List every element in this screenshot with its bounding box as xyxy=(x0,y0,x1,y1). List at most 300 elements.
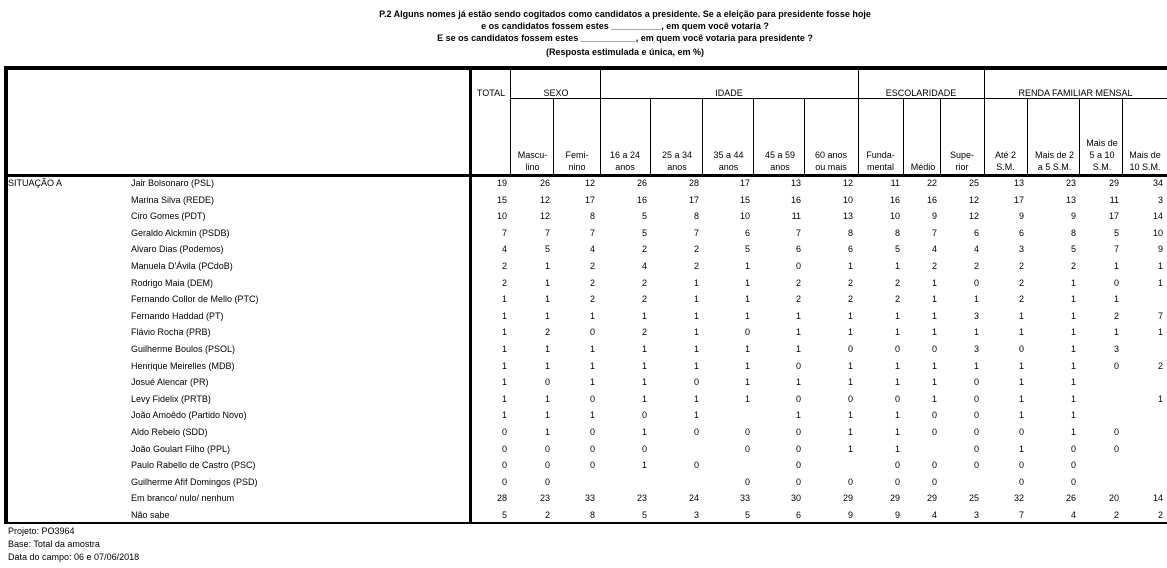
candidate-label: João Amoêdo (Partido Novo) xyxy=(131,410,247,420)
table-cell: 0 xyxy=(544,377,550,387)
candidate-label: Fernando Collor de Mello (PTC) xyxy=(131,294,259,304)
column-header xyxy=(858,149,903,173)
group-sexo: SEXO xyxy=(543,88,569,98)
table-cell: 0 xyxy=(973,444,979,454)
table-cell: 1 xyxy=(693,410,699,420)
group-idade: IDADE xyxy=(715,88,743,98)
table-cell: 1 xyxy=(544,361,550,371)
table-cell: 8 xyxy=(589,211,595,221)
question-title-line-3: E se os candidatos fossem estes ___________, em quem você votaria para presidente ? xyxy=(437,33,813,43)
table-cell: 1 xyxy=(501,294,507,304)
table-cell: 13 xyxy=(790,178,801,188)
table-cell: 0 xyxy=(744,477,750,487)
table-cell: 2 xyxy=(894,294,900,304)
table-cell: 2 xyxy=(641,244,647,254)
table-cell: 8 xyxy=(589,510,595,520)
table-cell: 9 xyxy=(1070,211,1076,221)
table-cell: 11 xyxy=(791,211,801,221)
table-cell: 0 xyxy=(973,394,979,404)
table-cell: 29 xyxy=(842,493,853,503)
table-cell: 1 xyxy=(1070,311,1076,321)
table-cell: 2 xyxy=(641,278,647,288)
column-header-line: 45 a 59 xyxy=(764,150,796,160)
table-cell: 1 xyxy=(931,311,937,321)
table-cell: 6 xyxy=(795,510,801,520)
table-cell: 1 xyxy=(641,361,647,371)
table-cell: 3 xyxy=(973,344,979,354)
column-header-line: Mais de xyxy=(1129,150,1161,160)
table-cell: 1 xyxy=(931,294,937,304)
table-cell: 28 xyxy=(688,178,699,188)
column-header xyxy=(556,149,598,173)
table-cell: 0 xyxy=(693,377,699,387)
table-cell: 1 xyxy=(501,344,507,354)
table-cell: 16 xyxy=(889,195,900,205)
table-cell: 1 xyxy=(795,410,801,420)
table-cell: 12 xyxy=(968,195,979,205)
table-cell: 3 xyxy=(693,510,699,520)
table-cell: 0 xyxy=(931,410,937,420)
group-divider xyxy=(510,70,511,176)
column-header-line: Mascu- xyxy=(517,150,548,160)
table-cell: 6 xyxy=(744,228,750,238)
column-header-line: Mais de 2 xyxy=(1034,150,1075,160)
candidate-label: Geraldo Alckmin (PSDB) xyxy=(131,228,230,238)
table-cell: 5 xyxy=(744,510,750,520)
table-cell: 5 xyxy=(544,244,550,254)
table-cell: 1 xyxy=(1070,377,1076,387)
table-cell: 7 xyxy=(589,228,595,238)
column-header-line: anos xyxy=(615,162,635,172)
table-cell: 32 xyxy=(1013,493,1024,503)
table-cell: 0 xyxy=(894,394,900,404)
table-cell: 1 xyxy=(589,361,595,371)
table-cell: 1 xyxy=(501,410,507,420)
column-header-line: Supe- xyxy=(949,150,975,160)
table-cell: 3 xyxy=(1018,244,1024,254)
table-cell: 2 xyxy=(931,261,937,271)
table-cell: 1 xyxy=(1070,427,1076,437)
table-cell: 0 xyxy=(894,477,900,487)
table-cell: 1 xyxy=(693,294,699,304)
table-cell: 1 xyxy=(641,427,647,437)
column-header xyxy=(984,149,1027,173)
table-cell: 2 xyxy=(1113,510,1119,520)
table-cell: 4 xyxy=(931,244,937,254)
table-cell: 1 xyxy=(744,377,750,387)
table-cell: 0 xyxy=(931,344,937,354)
column-header xyxy=(652,149,702,173)
table-cell: 0 xyxy=(795,394,801,404)
table-cell: 1 xyxy=(589,377,595,387)
table-cell: 1 xyxy=(1018,311,1024,321)
subcolumn-divider xyxy=(553,99,554,176)
table-cell: 0 xyxy=(973,427,979,437)
table-cell: 4 xyxy=(641,261,647,271)
footer-base: Base: Total da amostra xyxy=(8,539,100,549)
table-cell: 1 xyxy=(847,377,853,387)
table-cell: 2 xyxy=(1018,278,1024,288)
column-header-line: nino xyxy=(568,162,586,172)
table-cell: 16 xyxy=(790,195,801,205)
table-cell: 0 xyxy=(795,361,801,371)
table-cell: 5 xyxy=(744,244,750,254)
table-cell: 26 xyxy=(1065,493,1076,503)
table-cell: 0 xyxy=(1018,477,1024,487)
table-cell: 0 xyxy=(795,477,801,487)
table-cell: 0 xyxy=(693,427,699,437)
table-cell: 12 xyxy=(842,178,853,188)
group-total: TOTAL xyxy=(476,88,506,98)
table-cell: 1 xyxy=(1157,261,1163,271)
column-header xyxy=(756,149,804,173)
table-cell: 2 xyxy=(693,244,699,254)
table-cell: 6 xyxy=(973,228,979,238)
table-cell: 2 xyxy=(1018,261,1024,271)
table-cell: 2 xyxy=(1157,361,1163,371)
table-cell: 7 xyxy=(501,228,507,238)
table-cell: 2 xyxy=(973,261,979,271)
table-cell: 0 xyxy=(1113,427,1119,437)
table-cell: 0 xyxy=(1113,361,1119,371)
table-cell: 1 xyxy=(544,311,550,321)
subcolumn-divider xyxy=(702,99,703,176)
table-cell: 8 xyxy=(894,228,900,238)
table-cell: 8 xyxy=(693,211,699,221)
column-header xyxy=(806,149,856,173)
table-cell: 0 xyxy=(847,344,853,354)
table-cell: 10 xyxy=(496,211,507,221)
table-cell: 0 xyxy=(1018,460,1024,470)
table-cell: 1 xyxy=(1113,261,1119,271)
subcolumn-divider xyxy=(804,99,805,176)
column-header-line: 16 a 24 xyxy=(609,150,641,160)
candidate-label: Manuela D'Ávila (PCdoB) xyxy=(131,261,233,271)
table-cell: 1 xyxy=(894,427,900,437)
table-cell: 1 xyxy=(693,327,699,337)
table-cell: 1 xyxy=(544,261,550,271)
table-cell: 1 xyxy=(641,311,647,321)
table-cell: 4 xyxy=(501,244,507,254)
column-header xyxy=(1082,137,1122,173)
table-cell: 1 xyxy=(931,327,937,337)
candidate-label: Henrique Meirelles (MDB) xyxy=(131,361,235,371)
table-cell: 1 xyxy=(501,394,507,404)
table-cell: 29 xyxy=(1108,178,1119,188)
table-cell: 1 xyxy=(894,311,900,321)
subcolumn-divider xyxy=(1079,99,1080,176)
table-cell: 11 xyxy=(1109,195,1119,205)
table-cell: 1 xyxy=(894,410,900,420)
table-cell: 13 xyxy=(1065,195,1076,205)
question-title-line-1: P.2 Alguns nomes já estão sendo cogitados como candidatos a presidente. Se a eleição para presidente fosse hoje xyxy=(379,9,871,19)
table-cell: 1 xyxy=(795,377,801,387)
table-cell: 12 xyxy=(584,178,595,188)
group-underline xyxy=(510,98,1167,99)
table-cell: 0 xyxy=(1070,460,1076,470)
table-cell: 13 xyxy=(842,211,853,221)
footer-date: Data do campo: 06 e 07/06/2018 xyxy=(8,552,140,562)
column-header-line: anos xyxy=(718,162,739,172)
table-cell: 2 xyxy=(501,261,507,271)
table-cell: 14 xyxy=(1152,493,1163,503)
table-cell: 1 xyxy=(973,361,979,371)
table-cell: 0 xyxy=(744,327,750,337)
table-cell: 2 xyxy=(1157,510,1163,520)
table-cell: 0 xyxy=(1113,278,1119,288)
table-cell: 34 xyxy=(1152,178,1163,188)
candidate-label: Marina Silva (REDE) xyxy=(131,195,215,205)
candidate-label: Rodrigo Maia (DEM) xyxy=(131,278,214,288)
table-cell: 1 xyxy=(1113,294,1119,304)
table-cell: 8 xyxy=(1070,228,1076,238)
table-cell: 1 xyxy=(1157,327,1163,337)
table-cell: 1 xyxy=(544,410,550,420)
table-cell: 1 xyxy=(544,294,550,304)
table-cell: 15 xyxy=(496,195,507,205)
candidate-label: Aldo Rebelo (SDD) xyxy=(131,427,208,437)
table-cell: 0 xyxy=(589,444,595,454)
table-cell: 1 xyxy=(693,361,699,371)
table-cell: 12 xyxy=(539,211,550,221)
table-cell: 2 xyxy=(894,278,900,288)
subcolumn-divider xyxy=(650,99,651,176)
table-cell: 1 xyxy=(931,278,937,288)
table-cell: 0 xyxy=(589,427,595,437)
table-cell: 1 xyxy=(847,444,853,454)
table-cell: 0 xyxy=(795,261,801,271)
table-cell: 0 xyxy=(501,460,507,470)
table-cell: 1 xyxy=(1157,394,1163,404)
table-cell: 1 xyxy=(589,344,595,354)
table-cell: 23 xyxy=(636,493,647,503)
column-header-line: a 5 S.M. xyxy=(1037,162,1072,172)
column-header xyxy=(1030,149,1079,173)
table-cell: 4 xyxy=(1070,510,1076,520)
table-cell: 0 xyxy=(501,427,507,437)
table-cell: 10 xyxy=(1152,228,1163,238)
table-cell: 12 xyxy=(968,211,979,221)
table-cell: 23 xyxy=(1065,178,1076,188)
table-cell: 1 xyxy=(894,377,900,387)
column-header-line: 35 a 44 xyxy=(713,150,744,160)
table-cell: 17 xyxy=(1013,195,1024,205)
table-cell: 1 xyxy=(795,344,801,354)
table-cell: 26 xyxy=(636,178,647,188)
table-cell: 7 xyxy=(1113,244,1119,254)
table-cell: 12 xyxy=(539,195,550,205)
subcolumn-divider xyxy=(1027,99,1028,176)
table-cell: 0 xyxy=(544,477,550,487)
table-cell: 1 xyxy=(847,410,853,420)
table-cell: 1 xyxy=(744,294,750,304)
table-cell: 0 xyxy=(744,427,750,437)
candidate-label: Em branco/ nulo/ nenhum xyxy=(131,493,235,503)
table-cell: 1 xyxy=(1018,444,1024,454)
column-header-line: anos xyxy=(770,162,790,172)
table-cell: 7 xyxy=(693,228,699,238)
column-header xyxy=(906,161,940,173)
table-cell: 2 xyxy=(1070,261,1076,271)
table-cell: 0 xyxy=(1070,444,1076,454)
table-cell: 0 xyxy=(544,460,550,470)
table-cell: 1 xyxy=(1070,410,1076,420)
table-cell: 1 xyxy=(589,410,595,420)
table-cell: 1 xyxy=(847,327,853,337)
table-cell: 0 xyxy=(847,477,853,487)
candidate-label: Não sabe xyxy=(131,510,170,520)
column-header-line: 25 a 34 xyxy=(661,150,693,160)
table-cell: 2 xyxy=(544,510,550,520)
table-cell: 16 xyxy=(636,195,647,205)
column-header-line: Femi- xyxy=(565,150,589,160)
table-cell: 28 xyxy=(496,493,507,503)
table-cell: 1 xyxy=(894,444,900,454)
table-cell: 0 xyxy=(589,460,595,470)
column-header-line: lino xyxy=(525,162,540,172)
table-cell: 1 xyxy=(847,261,853,271)
table-cell: 30 xyxy=(790,493,801,503)
table-cell: 7 xyxy=(795,228,801,238)
table-cell: 1 xyxy=(641,344,647,354)
column-header xyxy=(600,149,650,173)
table-cell: 1 xyxy=(1070,394,1076,404)
table-cell: 2 xyxy=(693,261,699,271)
table-cell: 0 xyxy=(544,444,550,454)
table-cell: 1 xyxy=(744,261,750,271)
candidate-label: Josué Alencar (PR) xyxy=(131,377,209,387)
table-cell: 1 xyxy=(795,327,801,337)
table-cell: 1 xyxy=(641,460,647,470)
table-cell: 1 xyxy=(973,327,979,337)
table-cell: 2 xyxy=(795,294,801,304)
table-cell: 1 xyxy=(1070,294,1076,304)
table-cell: 7 xyxy=(1157,311,1163,321)
table-cell: 9 xyxy=(1018,211,1024,221)
table-cell: 0 xyxy=(931,477,937,487)
table-cell: 24 xyxy=(688,493,699,503)
table-cell: 5 xyxy=(641,228,647,238)
table-cell: 0 xyxy=(795,427,801,437)
table-cell: 5 xyxy=(894,244,900,254)
candidate-label: Fernando Haddad (PT) xyxy=(131,311,224,321)
table-cell: 1 xyxy=(894,327,900,337)
column-header xyxy=(1124,149,1166,173)
table-cell: 6 xyxy=(795,244,801,254)
candidate-label: João Goulart Filho (PPL) xyxy=(131,444,231,454)
table-cell: 1 xyxy=(795,311,801,321)
table-cell: 29 xyxy=(926,493,937,503)
table-cell: 6 xyxy=(847,244,853,254)
header-body-separator xyxy=(4,174,1167,177)
table-cell: 9 xyxy=(894,510,900,520)
table-cell: 0 xyxy=(1018,344,1024,354)
table-cell: 33 xyxy=(739,493,750,503)
table-cell: 1 xyxy=(1018,394,1024,404)
table-cell: 2 xyxy=(795,278,801,288)
table-cell: 17 xyxy=(584,195,595,205)
table-cell: 0 xyxy=(641,410,647,420)
table-cell: 0 xyxy=(973,460,979,470)
table-cell: 15 xyxy=(739,195,750,205)
table-cell: 1 xyxy=(693,344,699,354)
candidate-label: Flávio Rocha (PRB) xyxy=(131,327,211,337)
table-cell: 14 xyxy=(1152,211,1163,221)
column-header xyxy=(512,149,553,173)
candidate-label: Ciro Gomes (PDT) xyxy=(131,211,206,221)
table-cell: 20 xyxy=(1108,493,1119,503)
table-cell: 26 xyxy=(539,178,550,188)
candidate-label: Alvaro Dias (Podemos) xyxy=(131,244,224,254)
table-cell: 5 xyxy=(1070,244,1076,254)
candidate-label: Paulo Rabello de Castro (PSC) xyxy=(131,460,256,470)
column-header xyxy=(704,149,753,173)
table-cell: 1 xyxy=(1070,361,1076,371)
table-cell: 4 xyxy=(973,244,979,254)
footer-project: Projeto: PO3964 xyxy=(8,526,75,536)
table-cell: 7 xyxy=(931,228,937,238)
table-cell: 1 xyxy=(589,311,595,321)
table-cell: 3 xyxy=(973,510,979,520)
table-cell: 0 xyxy=(589,394,595,404)
subcolumn-divider xyxy=(940,99,941,176)
table-cell: 11 xyxy=(890,178,900,188)
table-cell: 2 xyxy=(1113,311,1119,321)
table-cell: 0 xyxy=(931,460,937,470)
table-cell: 0 xyxy=(501,444,507,454)
question-title-line-2: e os candidatos fossem estes __________, em quem você votaria ? xyxy=(481,21,769,31)
table-bottom xyxy=(4,522,1167,524)
table-cell: 19 xyxy=(496,178,507,188)
table-cell: 0 xyxy=(501,477,507,487)
table-cell: 13 xyxy=(1013,178,1024,188)
column-header-line: 60 anos xyxy=(814,150,848,160)
table-cell: 9 xyxy=(1157,244,1163,254)
candidate-label: Guilherme Boulos (PSOL) xyxy=(131,344,236,354)
column-header-line: ou mais xyxy=(815,162,847,172)
table-cell: 1 xyxy=(847,361,853,371)
table-cell: 1 xyxy=(1070,278,1076,288)
table-cell: 17 xyxy=(739,178,750,188)
table-cell: 0 xyxy=(1113,444,1119,454)
table-cell: 10 xyxy=(842,195,853,205)
table-cell: 1 xyxy=(693,311,699,321)
table-cell: 1 xyxy=(544,278,550,288)
table-cell: 1 xyxy=(544,344,550,354)
table-cell: 0 xyxy=(744,444,750,454)
table-cell: 5 xyxy=(641,510,647,520)
column-header-line: rior xyxy=(955,162,969,172)
table-cell: 1 xyxy=(501,327,507,337)
table-cell: 0 xyxy=(973,278,979,288)
table-cell: 1 xyxy=(1070,327,1076,337)
table-cell: 33 xyxy=(584,493,595,503)
table-cell: 23 xyxy=(539,493,550,503)
table-cell: 7 xyxy=(1018,510,1024,520)
table-cell: 7 xyxy=(544,228,550,238)
table-cell: 29 xyxy=(889,493,900,503)
subcolumn-divider xyxy=(1122,99,1123,176)
table-cell: 1 xyxy=(744,344,750,354)
column-header-line: anos xyxy=(667,162,687,172)
table-cell: 1 xyxy=(894,261,900,271)
table-cell: 0 xyxy=(795,460,801,470)
table-cell: 0 xyxy=(973,377,979,387)
table-cell: 1 xyxy=(744,311,750,321)
table-cell: 3 xyxy=(1157,195,1163,205)
table-cell: 22 xyxy=(926,178,937,188)
table-cell: 1 xyxy=(693,278,699,288)
